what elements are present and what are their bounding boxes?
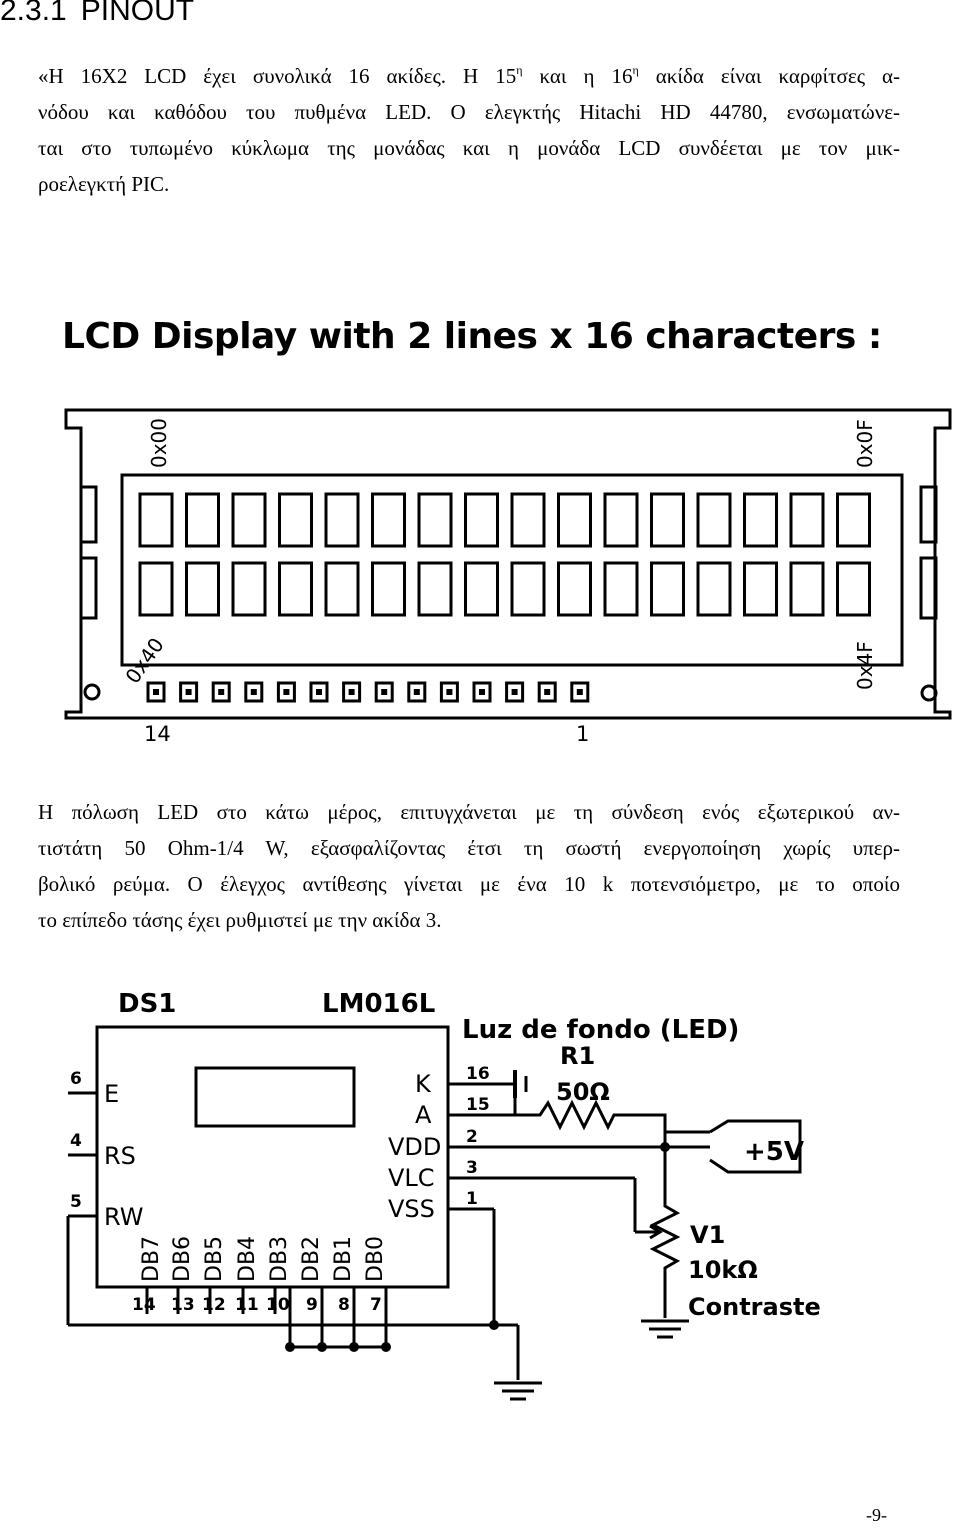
pin-num-8: 8 [338,1295,350,1315]
lcd-pin [507,683,523,701]
lcd-pin [311,683,327,701]
character-cell [187,494,219,546]
pin-num-4: 4 [70,1131,82,1151]
contrast-label: Contraste [688,1293,821,1321]
lcd-pin [278,683,294,701]
character-cell [140,563,172,615]
lcd-pin [246,683,262,701]
character-cell [373,563,405,615]
lcd-figure-title: LCD Display with 2 lines x 16 characters : [62,316,882,357]
address-top-left: 0x00 [147,417,171,468]
address-bottom-left: 0x40 [120,633,169,688]
lcd-pin [474,683,490,701]
character-cell [745,563,777,615]
v1-value: 10kΩ [688,1256,758,1284]
lcd-pin [213,683,229,701]
pin-name-db1: DB1 [331,1235,356,1282]
pin-name-db4: DB4 [235,1235,260,1282]
lcd-pin [409,683,425,701]
paragraph-line: βολικό ρεύμα. Ο έλεγχος αντίθεσης γίνεται με ένα 10 k ποτενσιόμετρο, με το οποίο [38,872,900,896]
character-cell [838,494,870,546]
character-cell [419,563,451,615]
character-cell [512,563,544,615]
character-cell [838,563,870,615]
paragraph-line: Η πόλωση LED στο κάτω μέρος, επιτυγχάνεται με τη σύνδεση ενός εξωτερικού αν- [38,800,900,824]
vcc-label: +5V [744,1137,804,1167]
lcd-pin [181,683,197,701]
lcd-pin [539,683,555,701]
character-cell [559,563,591,615]
pin-num-5: 5 [70,1192,82,1212]
section-title: PINOUT [80,0,195,27]
paragraph-line: το επίπεδο τάσης έχει ρυθμιστεί με την ακίδα 3. [38,908,442,932]
pin-num-15: 15 [466,1095,490,1115]
section-heading [0,0,208,28]
pin-num-1: 1 [466,1189,478,1209]
character-cell [233,563,265,615]
character-cell [280,494,312,546]
part-label: LM016L [322,989,436,1019]
r1-label: R1 [560,1042,596,1070]
pin-name-db3: DB3 [267,1235,292,1282]
paragraph-line: ροελεγκτή PIC. [38,172,170,196]
lcd-pin [441,683,457,701]
character-cell [791,494,823,546]
pin-name-rs: RS [104,1142,136,1170]
paragraph-line: «H 16X2 LCD έχει συνολικά 16 ακίδες. H $15^\eta$ και η $16^\eta$ ακίδα είναι καρφίτσες α- [38,63,900,88]
pin-label-14: 14 [144,722,171,746]
character-cell [698,563,730,615]
character-cell [559,494,591,546]
character-cell [698,494,730,546]
character-cell [419,494,451,546]
paragraph-backlight [38,794,900,938]
pin-name-vss: VSS [388,1195,435,1223]
pin-name-db2: DB2 [299,1235,324,1282]
character-cell [652,563,684,615]
lcd-schematic-figure [0,980,960,1440]
backlight-label: Luz de fondo (LED) [462,1015,740,1045]
lcd-side-bar [81,487,96,542]
pin-num-3: 3 [466,1158,478,1178]
lcd-side-bar [81,558,96,618]
pin-name-db7: DB7 [139,1235,164,1282]
character-cell [512,494,544,546]
pin-name-vlc: VLC [388,1164,435,1192]
character-cell [233,494,265,546]
r1-value: 50Ω [556,1078,610,1106]
character-cell [466,563,498,615]
pin-name-db6: DB6 [170,1235,195,1282]
pin-num-11-label: 11 [235,1295,259,1315]
lcd-screen-symbol [196,1068,354,1126]
pin-name-db5: DB5 [202,1235,227,1282]
page-number: -9- [866,1505,887,1525]
lcd-pin [572,683,588,701]
paragraph-line: ται στο τυπωμένο κύκλωμα της μονάδας και η μονάδα LCD συνδέεται με τον μικ- [38,136,900,160]
character-cell [140,494,172,546]
v1-label: V1 [690,1221,726,1249]
pin-num-12: 12 [202,1295,226,1315]
lcd-pin [148,683,164,701]
paragraph-intro [38,58,900,202]
paragraph-line: νόδου και καθόδου του πυθμένα LED. Ο ελεγκτής Hitachi HD 44780, ενσωματώνε- [38,100,900,124]
pin-num-6: 6 [70,1069,82,1089]
pin-num-9: 9 [306,1295,318,1315]
pin-num-2: 2 [466,1127,478,1147]
pin-num-10: 10 [266,1295,290,1315]
character-cell [652,494,684,546]
pin-name-k: K [415,1070,431,1098]
address-top-right: 0x0F [853,419,877,468]
character-cell [605,494,637,546]
lcd-display-figure [0,400,960,750]
lcd-pin [344,683,360,701]
character-cell [745,494,777,546]
pin-name-vdd: VDD [388,1133,442,1161]
character-cell [791,563,823,615]
pin-num-14: 14 [132,1295,156,1315]
character-cell [373,494,405,546]
pin-num-13: 13 [171,1295,195,1315]
character-cell [187,563,219,615]
paragraph-line: τιστάτη 50 Ohm-1/4 W, εξασφαλίζοντας έτσι τη σωστή ενεργοποίηση χωρίς υπερ- [38,836,900,860]
pin-name-a: A [415,1101,432,1129]
character-cell [466,494,498,546]
character-cell [605,563,637,615]
pin-name-e: E [104,1080,120,1108]
pin-label-1: 1 [576,722,590,746]
section-number: 2.3.1 [0,0,67,27]
pin-name-db0: DB0 [363,1235,388,1282]
character-cell [326,494,358,546]
pin-name-rw: RW [104,1203,144,1231]
ds-label: DS1 [118,989,177,1019]
pin-num-7: 7 [370,1295,382,1315]
lcd-pin [376,683,392,701]
character-cell [326,563,358,615]
pin-num-16: 16 [466,1064,490,1084]
character-cell [280,563,312,615]
address-bottom-right: 0x4F [853,641,877,690]
mounting-hole [85,685,99,699]
